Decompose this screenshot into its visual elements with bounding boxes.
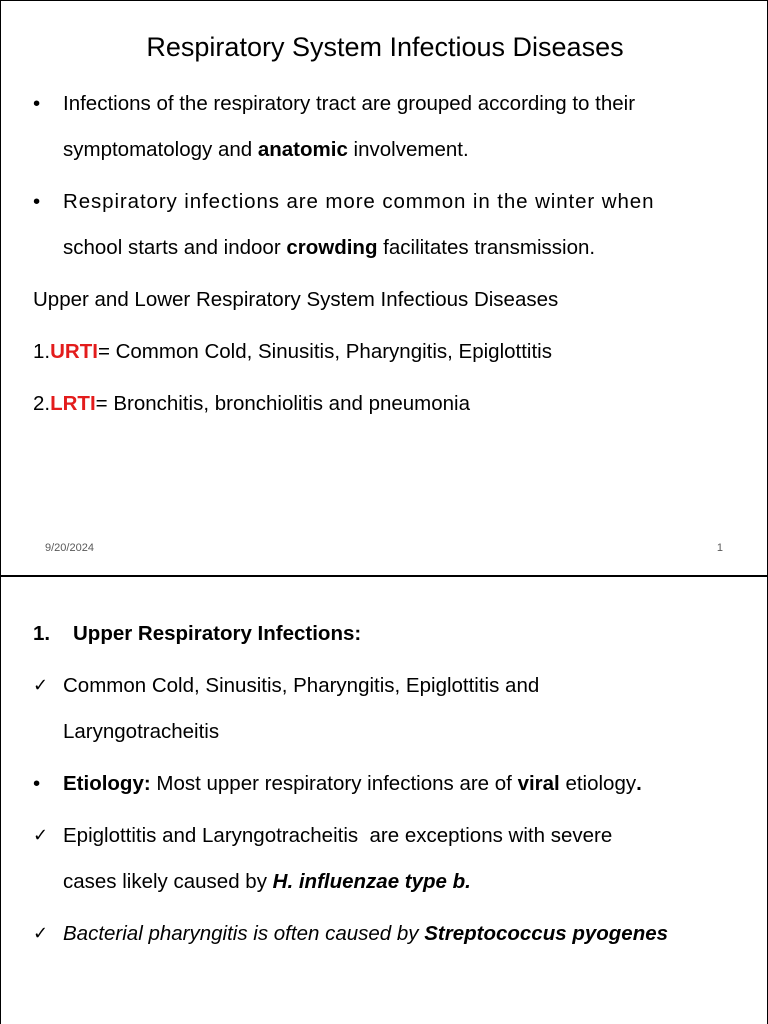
urti-abbr: URTI	[50, 340, 98, 363]
lrti-line	[33, 381, 745, 427]
urti-line	[33, 329, 745, 375]
bullet-line: Infections of the respiratory tract are grouped according to their	[63, 92, 636, 115]
bold-term-viral: viral	[517, 772, 560, 795]
section-heading	[33, 611, 361, 657]
footer-page-number: 1	[716, 542, 723, 554]
bullet-line-pre: school starts and indoor	[63, 236, 287, 259]
etiology-text-end: etiology	[559, 772, 637, 795]
checkmark-icon: ✓	[33, 675, 49, 696]
bullet-anatomic	[33, 81, 745, 173]
bold-term-crowding: crowding	[286, 236, 378, 259]
item-bacterial-pharyngitis	[33, 911, 745, 957]
item-text	[63, 911, 745, 957]
item-italic-text: Bacterial pharyngitis is often caused by	[63, 922, 425, 945]
footer-date: 9/20/2024	[45, 542, 94, 554]
item-exceptions	[33, 813, 745, 905]
item-etiology	[33, 761, 745, 807]
bullet-line-pre: symptomatology and	[63, 138, 258, 161]
item-line: Epiglottitis and Laryngotracheitis are exceptions with severe	[63, 824, 613, 847]
lrti-abbr: LRTI	[50, 392, 96, 415]
bullet-line-post: facilitates transmission.	[377, 236, 596, 259]
bullet-text	[63, 179, 745, 271]
etiology-period: .	[636, 772, 642, 795]
slide-2	[0, 577, 768, 1024]
checkmark-icon: ✓	[33, 825, 49, 846]
item-common-cold	[33, 663, 745, 755]
bullet-line-post: involvement.	[347, 138, 469, 161]
bullet-crowding	[33, 179, 745, 271]
bullet-text	[63, 81, 745, 173]
etiology-text: Most upper respiratory infections are of	[150, 772, 518, 795]
heading-text: Upper Respiratory Infections:	[73, 622, 362, 645]
organism-streptococcus: Streptococcus pyogenes	[424, 922, 669, 945]
item-text	[63, 813, 745, 905]
urti-text: = Common Cold, Sinusitis, Pharyngitis, Epiglottitis	[97, 340, 552, 363]
item-line: Common Cold, Sinusitis, Pharyngitis, Epiglottitis and	[63, 674, 540, 697]
urti-prefix: 1.	[33, 340, 51, 363]
lrti-text: = Bronchitis, bronchiolitis and pneumonia	[95, 392, 471, 415]
heading-number: 1.	[33, 622, 51, 645]
bullet-marker: •	[33, 772, 41, 795]
section-subtitle: Upper and Lower Respiratory System Infectious Diseases	[33, 288, 559, 311]
slide-title: Respiratory System Infectious Diseases	[146, 32, 624, 62]
bold-term-anatomic: anatomic	[257, 138, 348, 161]
bullet-marker: •	[33, 92, 41, 115]
lrti-prefix: 2.	[33, 392, 51, 415]
item-text	[63, 761, 745, 807]
item-line-pre: cases likely caused by	[63, 870, 273, 893]
organism-h-influenzae: H. influenzae type b.	[272, 870, 471, 893]
checkmark-icon: ✓	[33, 923, 49, 944]
item-text	[63, 663, 745, 755]
bullet-marker: •	[33, 190, 42, 213]
item-line: Laryngotracheitis	[63, 720, 220, 743]
bullet-line: Respiratory infections are more common in the winter when	[63, 190, 655, 213]
etiology-label: Etiology:	[63, 772, 151, 795]
